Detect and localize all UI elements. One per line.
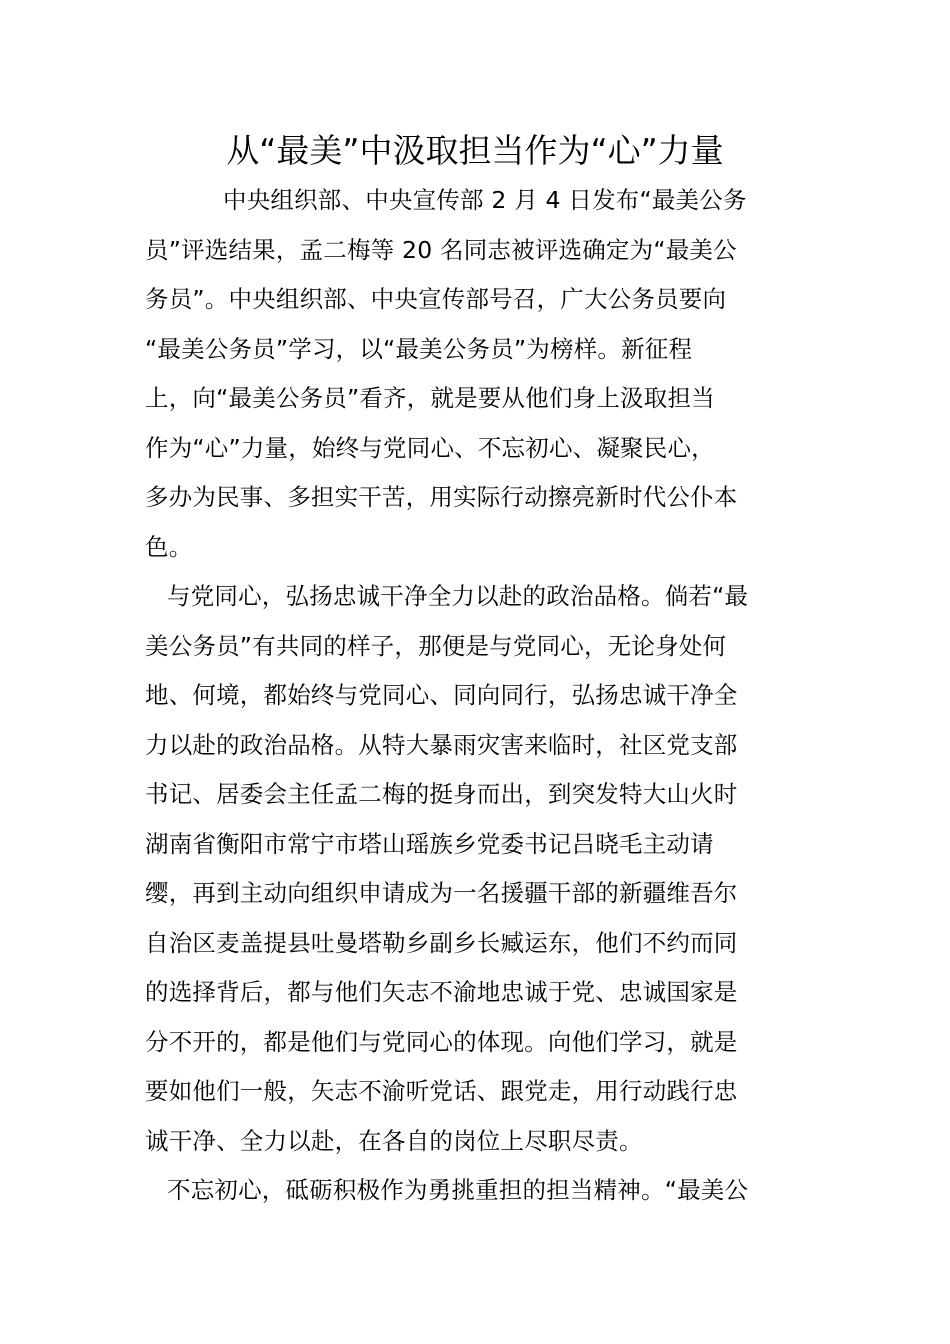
text-line: 要如他们一般，矢志不渝听党话、跟党走，用行动践行忠 (145, 1077, 738, 1105)
text-line: 分不开的，都是他们与党同心的体现。向他们学习，就是 (145, 1027, 738, 1056)
text-line: 中央组织部、中央宣传部 2 月 4 日发布“最美公务 (223, 186, 747, 214)
text-line: 美公务员”有共同的样子，那便是与党同心，无论身处何 (145, 631, 727, 660)
text-line: 地、何境，都始终与党同心、同向同行，弘扬忠诚干净全 (145, 681, 738, 709)
text-line: 湖南省衡阳市常宁市塔山瑶族乡党委书记吕晓毛主动请 (145, 829, 714, 858)
text-line: 诚干净、全力以赴，在各自的岗位上尽职尽责。 (145, 1126, 643, 1155)
text-line: 自治区麦盖提县吐曼塔勒乡副乡长臧运东，他们不约而同 (145, 928, 738, 957)
text-line: 员”评选结果，孟二梅等 20 名同志被评选确定为“最美公 (145, 235, 737, 264)
text-line: 书记、居委会主任孟二梅的挺身而出，到突发特大山火时 (145, 780, 738, 808)
text-line: 与党同心，弘扬忠诚干净全力以赴的政治品格。倘若“最 (167, 582, 749, 610)
text-line: “最美公务员”学习，以“最美公务员”为榜样。新征程 (145, 334, 693, 363)
text-line: 色。 (145, 532, 193, 561)
document-title: 从“最美”中汲取担当作为“心”力量 (226, 131, 724, 170)
text-line: 务员”。中央组织部、中央宣传部号召，广大公务员要向 (145, 285, 727, 313)
text-line: 力以赴的政治品格。从特大暴雨灾害来临时，社区党支部 (145, 730, 738, 759)
text-line: 的选择背后，都与他们矢志不渝地忠诚于党、忠诚国家是 (145, 978, 738, 1006)
text-line: 不忘初心，砥砺积极作为勇挑重担的担当精神。“最美公 (167, 1176, 749, 1204)
text-line: 作为“心”力量，始终与党同心、不忘初心、凝聚民心， (145, 433, 715, 462)
text-line: 上，向“最美公务员”看齐，就是要从他们身上汲取担当 (145, 384, 715, 412)
text-line: 缨，再到主动向组织申请成为一名援疆干部的新疆维吾尔 (145, 879, 738, 907)
text-line: 多办为民事、多担实干苦，用实际行动擦亮新时代公仆本 (145, 483, 738, 511)
document-body (145, 176, 825, 1216)
